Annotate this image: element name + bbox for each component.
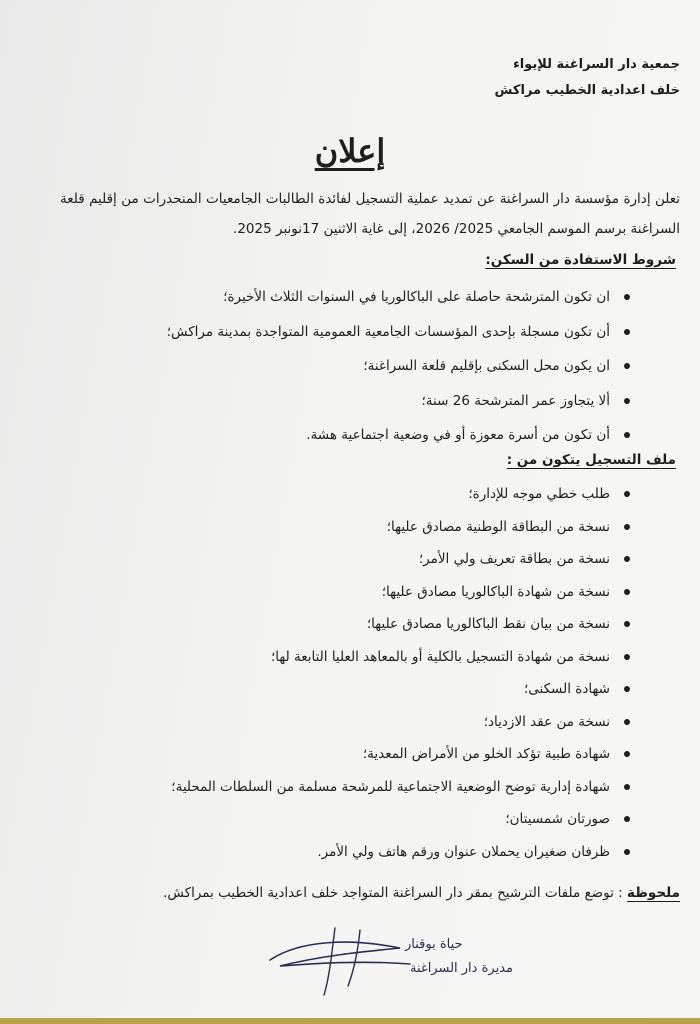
conditions-list bbox=[20, 280, 632, 453]
signature-role: مديرة دار السراغنة bbox=[410, 961, 513, 976]
list-item: ظرفان صغيران يحملان عنوان ورقم هاتف ولي الأمر. bbox=[20, 836, 632, 869]
announcement-title: إعلان bbox=[314, 132, 386, 170]
list-item: ألا يتجاوز عمر المترشحة 26 سنة؛ bbox=[20, 384, 632, 419]
list-item: طلب خطي موجه للإدارة؛ bbox=[20, 478, 632, 511]
handwritten-signature bbox=[240, 920, 513, 1000]
list-item: أن تكون مسجلة بإحدى المؤسسات الجامعية العمومية المتواجدة بمدينة مراكش؛ bbox=[20, 315, 632, 350]
list-item: ان تكون المترشحة حاصلة على الباكالوريا في السنوات الثلاث الأخيرة؛ bbox=[20, 280, 632, 315]
list-item: نسخة من عقد الازدياد؛ bbox=[20, 706, 632, 739]
note-text: : توضع ملفات الترشيح بمقر دار السراغنة المتواجد خلف اعدادية الخطيب بمراكش. bbox=[163, 885, 623, 901]
list-item: ان يكون محل السكنى بإقليم قلعة السراغنة؛ bbox=[20, 349, 632, 384]
signature-name: حياة بوقنار bbox=[405, 937, 463, 952]
list-item: نسخة من بيان نقط الباكالوريا مصادق عليها؛ bbox=[20, 608, 632, 641]
list-item: أن تكون من أسرة معوزة أو في وضعية اجتماعية هشة. bbox=[20, 418, 632, 453]
list-item: شهادة طبية تؤكد الخلو من الأمراض المعدية؛ bbox=[20, 738, 632, 771]
list-item: نسخة من شهادة الباكالوريا مصادق عليها؛ bbox=[20, 576, 632, 609]
list-item: نسخة من شهادة التسجيل بالكلية أو بالمعاهد العليا التابعة لها؛ bbox=[20, 641, 632, 674]
organization-address: خلف اعدادية الخطيب مراكش bbox=[494, 83, 680, 98]
organization-name: جمعية دار السراغنة للإيواء bbox=[513, 57, 680, 72]
note-label: ملحوظة bbox=[627, 885, 680, 901]
list-item: صورتان شمسيتان؛ bbox=[20, 803, 632, 836]
announcement-intro: تعلن إدارة مؤسسة دار السراغنة عن تمديد عملية التسجيل لفائدة الطالبات الجامعيات المنحدرات من إقليم قلعة السراغنة برسم الموسم الجامعي 2025/ 2026، إلى غاية الاثنين 17نونبر 2025. bbox=[60, 191, 680, 237]
documents-list bbox=[20, 478, 632, 868]
list-item: شهادة إدارية توضح الوضعية الاجتماعية للمرشحة مسلمة من السلطات المحلية؛ bbox=[20, 771, 632, 804]
letterhead bbox=[495, 52, 680, 104]
documents-heading: ملف التسجيل يتكون من : bbox=[506, 452, 676, 468]
list-item: شهادة السكنى؛ bbox=[20, 673, 632, 706]
list-item: نسخة من بطاقة تعريف ولي الأمر؛ bbox=[20, 543, 632, 576]
submission-note bbox=[20, 880, 680, 906]
conditions-heading: شروط الاستفادة من السكن: bbox=[485, 252, 676, 268]
list-item: نسخة من البطاقة الوطنية مصادق عليها؛ bbox=[20, 511, 632, 544]
